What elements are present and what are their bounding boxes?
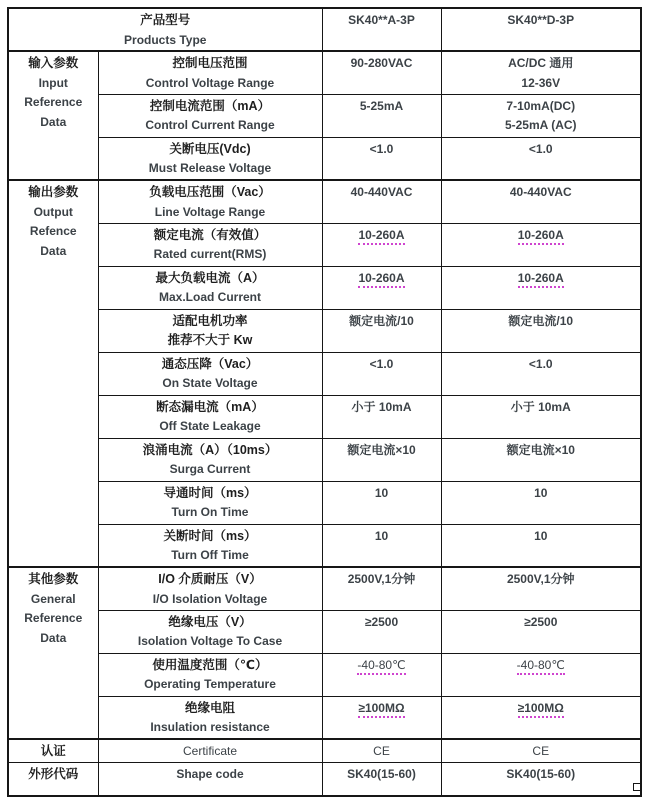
param-zh: 绝缘电阻 xyxy=(184,700,235,715)
category-input-en1: Input xyxy=(38,75,68,90)
param-cell xyxy=(98,266,322,309)
category-output-en3: Data xyxy=(40,243,67,258)
value-d: ≥2500 xyxy=(524,614,558,629)
value-d-cell xyxy=(441,653,641,696)
param-cell xyxy=(98,481,322,524)
category-general-en3: Data xyxy=(40,630,67,645)
value-d-cell xyxy=(441,223,641,266)
param-cell xyxy=(98,395,322,438)
table-row xyxy=(8,137,641,180)
shape-code-row xyxy=(8,762,641,796)
value-a-cell xyxy=(322,696,441,739)
value-d: 10 xyxy=(534,485,548,500)
value-a-cell xyxy=(322,309,441,352)
table-row xyxy=(8,51,641,94)
param-zh: 适配电机功率 xyxy=(172,313,248,328)
category-output-cell xyxy=(8,180,98,567)
param-zh-line2: 推荐不大于 Kw xyxy=(167,333,253,347)
value-a: <1.0 xyxy=(369,141,394,156)
model-a-cell xyxy=(322,8,441,51)
param-cell xyxy=(98,51,322,94)
value-a-cell xyxy=(322,51,441,94)
value-a-cell xyxy=(322,94,441,137)
category-general-zh: 其他参数 xyxy=(28,572,79,586)
value-d: 2500V,1分钟 xyxy=(506,572,575,586)
category-input-cell xyxy=(8,51,98,180)
param-en: Max.Load Current xyxy=(158,290,261,304)
param-zh: 控制电流范围（mA） xyxy=(149,98,271,113)
value-d-cell xyxy=(441,524,641,567)
param-zh: 浪涌电流（A）（10ms） xyxy=(142,442,278,457)
value-a-cell xyxy=(322,481,441,524)
certificate-zh: 认证 xyxy=(40,744,66,758)
table-row xyxy=(8,266,641,309)
param-zh: 关断时间（ms） xyxy=(163,528,257,543)
value-d-cell xyxy=(441,180,641,223)
shape-code-a-cell xyxy=(322,762,441,796)
param-cell xyxy=(98,309,322,352)
param-zh: 导通时间（ms） xyxy=(163,485,257,500)
param-en: Isolation Voltage To Case xyxy=(137,634,283,648)
param-en: Must Release Voltage xyxy=(148,161,272,175)
shape-code-d-cell xyxy=(441,762,641,796)
category-output-zh: 输出参数 xyxy=(28,185,79,199)
value-d xyxy=(445,656,638,676)
value-a: 90-280VAC xyxy=(350,56,413,70)
param-cell xyxy=(98,223,322,266)
param-en: Turn On Time xyxy=(171,505,249,519)
certificate-a-cell xyxy=(322,739,441,762)
value-d: 40-440VAC xyxy=(509,185,572,199)
value-a-cell xyxy=(322,438,441,481)
table-row xyxy=(8,94,641,137)
value-d-text: 10-260A xyxy=(518,271,564,288)
value-d-cell xyxy=(441,481,641,524)
value-d-cell xyxy=(441,51,641,94)
value-d: <1.0 xyxy=(528,356,553,371)
param-cell xyxy=(98,524,322,567)
value-d-cell xyxy=(441,266,641,309)
model-d-label: SK40**D-3P xyxy=(507,13,575,27)
param-cell xyxy=(98,653,322,696)
value-a-text: -40-80℃ xyxy=(357,658,405,675)
table-row xyxy=(8,309,641,352)
param-zh: I/O 介质耐压（V） xyxy=(158,572,262,586)
param-zh: 控制电压范围 xyxy=(172,56,248,70)
value-d xyxy=(445,699,638,719)
certificate-d-cell xyxy=(441,739,641,762)
model-d-cell xyxy=(441,8,641,51)
value-a-cell xyxy=(322,653,441,696)
value-d xyxy=(445,269,638,289)
certificate-en-cell xyxy=(98,739,322,762)
param-zh: 绝缘电压（V） xyxy=(168,614,252,629)
param-zh: 关断电压(Vdc) xyxy=(169,141,251,156)
table-header-row xyxy=(8,8,641,51)
param-cell xyxy=(98,352,322,395)
param-zh: 负载电压范围（Vac） xyxy=(149,185,271,199)
shape-code-zh-cell xyxy=(8,762,98,796)
param-en: Surga Current xyxy=(169,462,251,476)
value-a: 额定电流/10 xyxy=(349,313,414,328)
value-a xyxy=(326,226,438,246)
value-d-line1: 7-10mA(DC) xyxy=(506,98,576,113)
value-a-cell xyxy=(322,567,441,610)
param-cell xyxy=(98,94,322,137)
param-cell xyxy=(98,567,322,610)
value-a xyxy=(326,699,438,719)
shape-code-en: Shape code xyxy=(176,766,244,781)
param-en: Rated current(RMS) xyxy=(153,247,267,261)
table-row xyxy=(8,653,641,696)
table-row xyxy=(8,352,641,395)
table-row xyxy=(8,524,641,567)
value-a: 5-25mA xyxy=(359,98,404,113)
value-d-text: 10-260A xyxy=(518,228,564,245)
param-zh: 使用温度范围（℃） xyxy=(152,657,268,672)
param-en: I/O Isolation Voltage xyxy=(152,591,268,606)
param-en: Operating Temperature xyxy=(144,677,276,691)
value-d-cell xyxy=(441,438,641,481)
shape-code-en-cell xyxy=(98,762,322,796)
category-input-zh: 输入参数 xyxy=(28,56,79,70)
value-a-cell xyxy=(322,524,441,567)
value-a: <1.0 xyxy=(369,356,394,371)
value-a: 小于 10mA xyxy=(351,399,412,414)
value-a-cell xyxy=(322,395,441,438)
table-row xyxy=(8,610,641,653)
category-general-cell xyxy=(8,567,98,739)
model-a-label: SK40**A-3P xyxy=(348,13,415,27)
value-a-cell xyxy=(322,180,441,223)
category-general-en2: Reference xyxy=(24,611,83,625)
products-type-zh: 产品型号 xyxy=(140,13,191,27)
spec-table xyxy=(7,7,642,797)
param-zh: 断态漏电流（mA） xyxy=(156,399,264,414)
value-d-cell xyxy=(441,610,641,653)
param-en: Turn Off Time xyxy=(171,548,249,562)
value-d-line2: 5-25mA (AC) xyxy=(504,118,577,132)
param-cell xyxy=(98,438,322,481)
certificate-a: CE xyxy=(373,744,390,758)
products-type-cell xyxy=(8,8,322,51)
table-row xyxy=(8,696,641,739)
shape-code-a: SK40(15-60) xyxy=(347,766,416,781)
table-row xyxy=(8,180,641,223)
param-cell xyxy=(98,180,322,223)
products-type-en: Products Type xyxy=(124,32,207,47)
value-d: <1.0 xyxy=(528,141,553,156)
value-a: 40-440VAC xyxy=(350,185,413,199)
param-cell xyxy=(98,610,322,653)
param-en: Insulation resistance xyxy=(150,720,270,734)
table-row xyxy=(8,567,641,610)
value-a: 10 xyxy=(374,528,389,543)
shape-code-zh: 外形代码 xyxy=(28,766,79,781)
certificate-row xyxy=(8,739,641,762)
value-d-cell xyxy=(441,94,641,137)
value-d-cell xyxy=(441,395,641,438)
category-general-en1: General xyxy=(30,591,76,606)
value-a: 额定电流×10 xyxy=(347,442,416,457)
table-row xyxy=(8,395,641,438)
value-a: 2500V,1分钟 xyxy=(347,572,416,586)
table-row xyxy=(8,438,641,481)
value-d-line1: AC/DC 通用 xyxy=(508,56,574,70)
category-input-en3: Data xyxy=(40,114,67,129)
value-a: ≥2500 xyxy=(364,614,399,629)
value-a-text: 10-260A xyxy=(358,228,404,245)
value-d-cell xyxy=(441,137,641,180)
document-anchor-square-icon xyxy=(633,783,641,791)
param-en: Off State Leakage xyxy=(159,419,261,433)
param-en: Line Voltage Range xyxy=(154,204,266,219)
value-a-text: ≥100MΩ xyxy=(358,701,404,718)
value-d: 额定电流/10 xyxy=(508,313,574,328)
value-d-text: ≥100MΩ xyxy=(518,701,564,718)
value-d-cell xyxy=(441,567,641,610)
table-row xyxy=(8,223,641,266)
param-zh: 通态压降（Vac） xyxy=(161,356,259,371)
certificate-zh-cell xyxy=(8,739,98,762)
shape-code-d: SK40(15-60) xyxy=(506,766,576,781)
param-cell xyxy=(98,696,322,739)
value-d: 额定电流×10 xyxy=(506,442,575,457)
value-a-cell xyxy=(322,137,441,180)
value-a-cell xyxy=(322,266,441,309)
certificate-en: Certificate xyxy=(182,744,238,758)
value-d: 小于 10mA xyxy=(510,399,571,414)
value-d-cell xyxy=(441,696,641,739)
param-zh: 最大负载电流（A） xyxy=(155,270,265,285)
value-a-cell xyxy=(322,352,441,395)
value-a: 10 xyxy=(374,485,389,500)
value-d: 10 xyxy=(534,528,548,543)
value-a xyxy=(326,656,438,676)
category-output-en1: Output xyxy=(33,204,73,219)
certificate-d: CE xyxy=(532,744,550,758)
category-input-en2: Reference xyxy=(24,95,83,109)
value-a-cell xyxy=(322,223,441,266)
category-output-en2: Refence xyxy=(29,224,77,238)
value-d-line2: 12-36V xyxy=(521,75,561,90)
value-d-text: -40-80℃ xyxy=(517,658,565,675)
param-en: Control Current Range xyxy=(145,118,275,132)
value-a xyxy=(326,269,438,289)
value-d-cell xyxy=(441,352,641,395)
table-row xyxy=(8,481,641,524)
param-cell xyxy=(98,137,322,180)
value-d xyxy=(445,226,638,246)
value-a-cell xyxy=(322,610,441,653)
param-zh: 额定电流（有效值） xyxy=(153,227,267,242)
param-en: On State Voltage xyxy=(162,376,258,390)
value-a-text: 10-260A xyxy=(358,271,404,288)
param-en: Control Voltage Range xyxy=(145,75,275,90)
value-d-cell xyxy=(441,309,641,352)
